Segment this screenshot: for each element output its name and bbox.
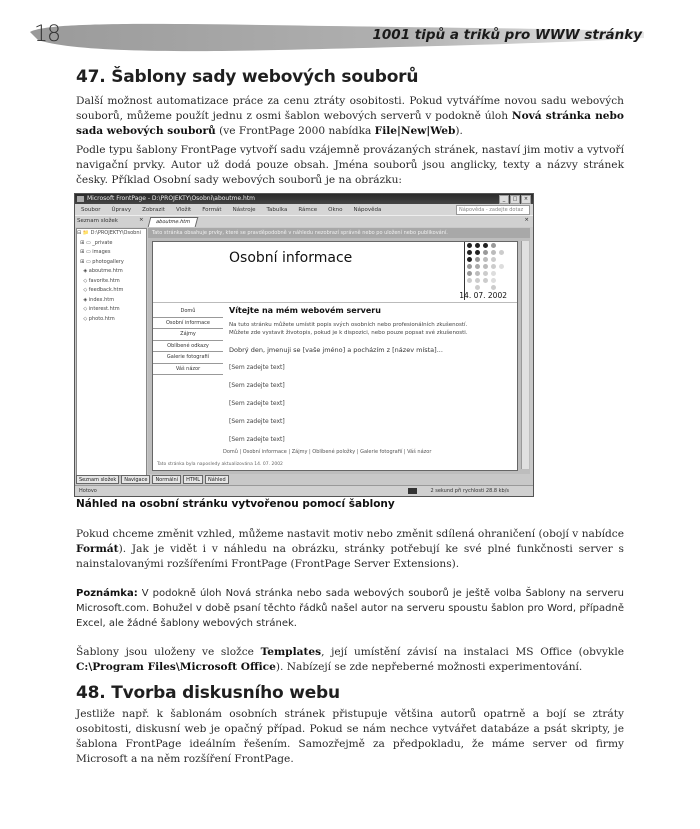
frontpage-screenshot	[74, 193, 534, 497]
dot	[475, 257, 480, 262]
label: feedback.htm	[88, 287, 124, 293]
note-label: Poznámka:	[76, 588, 138, 599]
window-controls	[499, 195, 531, 204]
file-item[interactable]: ◇ photo.htm	[77, 315, 115, 322]
paragraph	[76, 94, 624, 139]
dot	[467, 271, 472, 276]
text: , její umístění závisí na instalaci MS Office (obvykle	[321, 646, 624, 658]
page-date: 14. 07. 2002	[459, 291, 507, 300]
connection-icon	[408, 488, 417, 494]
label: photo.htm	[88, 315, 115, 322]
menu-frames[interactable]: Rámce	[298, 206, 318, 213]
page-number: 18	[34, 22, 60, 47]
frontpage-app-icon	[77, 196, 84, 202]
bold-text: File|New|Web	[374, 125, 456, 137]
download-time: 2 sekund při rychlosti 28.8 kb/s	[430, 488, 509, 494]
file-item[interactable]: ◇ feedback.htm	[77, 287, 124, 293]
menu-edit[interactable]: Úpravy	[111, 206, 132, 213]
file-item[interactable]: ◇ favorite.htm	[77, 277, 120, 284]
section-heading: 47. Šablony sady webových souborů	[76, 67, 419, 87]
text: ). Nabízejí se zde nepřeberné možnosti experimentování.	[275, 661, 583, 673]
welcome-heading: Vítejte na mém webovém serveru	[229, 306, 381, 315]
folder-root[interactable]: ⊟ 📁 D:\PROJEKTY\Osobni	[77, 230, 141, 236]
footer-links[interactable]: Domů | Osobní informace | Zájmy | Oblíbené položky | Galerie fotografií | Váš názor	[223, 449, 432, 455]
menu-help[interactable]: Nápověda	[353, 206, 382, 213]
dot	[475, 243, 480, 248]
dot	[475, 285, 480, 290]
dot	[483, 243, 488, 248]
updated-text: Tato stránka byla naposledy aktualizována 14. 07. 2002	[157, 462, 283, 467]
label: _private	[92, 239, 113, 246]
folder-item[interactable]: ⊞ ▭ photogallery	[77, 258, 124, 265]
nav-item-personal-info[interactable]: Osobní informace	[153, 318, 223, 330]
dot	[483, 285, 488, 290]
placeholder-text[interactable]: [Sem zadejte text]	[229, 418, 285, 425]
folder-item[interactable]: ⊞ ▭ _private	[77, 239, 113, 246]
nav-item-favorites[interactable]: Oblíbené odkazy	[153, 341, 223, 353]
label: favorite.htm	[88, 277, 120, 284]
dot	[467, 264, 472, 269]
dot	[499, 257, 504, 262]
text: ). Jak je vidět i v náhledu na obrázku, stránky potřebují ke své plné funkčnosti server s nainstalovanými rozšířeními FrontPage (FrontPage Server Extensions).	[76, 543, 624, 570]
text: Šablony jsou uloženy ve složce	[76, 646, 261, 658]
nav-item-interests[interactable]: Zájmy	[153, 329, 223, 341]
dot	[499, 250, 504, 255]
text: Další možnost automatizace práce za cenu ztráty osobitosti. Pokud vytváříme novou sadu webových souborů, můžeme použít jednu z osmi šablon webových serverů v podokně úloh	[76, 95, 624, 122]
text-line: Na tuto stránku můžete umístit popis svých osobních nebo profesionálních zkušeností.	[229, 322, 468, 328]
intro-text	[229, 322, 509, 337]
dot	[491, 278, 496, 283]
status-text: Hotovo	[79, 488, 97, 494]
dot	[467, 243, 472, 248]
label: index.htm	[88, 296, 115, 303]
dot	[475, 264, 480, 269]
dot	[483, 278, 488, 283]
dot	[491, 257, 496, 262]
label: interest.htm	[88, 306, 120, 312]
document-tab[interactable]: aboutme.htm	[148, 217, 199, 227]
paragraph: Podle typu šablony FrontPage vytvoří sadu vzájemně provázaných stránek, nastaví jim motiv a vytvoří navigační prvky. Autor už dodá pouze obsah. Jména souborů jsou anglicky, texty a názvy stránek česky. Příklad Osobní sady webových souborů je na obrázku:	[76, 144, 624, 186]
text: ).	[455, 125, 463, 137]
dot	[499, 278, 504, 283]
dot	[475, 271, 480, 276]
dot-pattern	[467, 243, 505, 290]
tab-navigation[interactable]: Navigace	[121, 475, 150, 484]
section-47	[76, 67, 624, 87]
running-header-title: 1001 tipů a triků pro WWW stránky	[372, 27, 642, 43]
menu-format[interactable]: Formát	[202, 206, 222, 213]
text: Pokud chceme změnit vzhled, můžeme nastavit motiv nebo změnit sdílená ohraničení (obojí v nabídce	[76, 528, 624, 540]
paragraph	[76, 645, 624, 675]
dot	[499, 271, 504, 276]
dot	[483, 250, 488, 255]
label: D:\PROJEKTY\Osobni	[90, 230, 141, 236]
text-line: Můžete zde vystavit životopis, pokud je k dispozici, nebo pouze popsat své zkušenosti.	[229, 329, 468, 336]
dot	[475, 278, 480, 283]
menu-view[interactable]: Zobrazit	[142, 206, 165, 213]
close-icon[interactable]: ×	[521, 195, 531, 204]
page-heading: Osobní informace	[229, 250, 353, 266]
nav-item-home[interactable]: Domů	[153, 306, 223, 318]
menu-tools[interactable]: Nástroje	[232, 206, 256, 213]
bold-text: Templates	[260, 646, 322, 658]
maximize-icon[interactable]: □	[510, 195, 520, 204]
dot	[491, 250, 496, 255]
dot	[483, 271, 488, 276]
label: aboutme.htm	[88, 268, 123, 274]
tab-preview[interactable]: Náhled	[205, 475, 229, 484]
pane-tab-row	[75, 215, 533, 227]
after-figure-body	[76, 527, 624, 675]
dot	[467, 285, 472, 290]
text: V podokně úloh Nová stránka nebo sada webových souborů je ještě volba Šablony na serveru Microsoft.com. Bohužel v době psaní těchto řádků našel autor na serveru spoustu šablon pro Word, případně Excel, ale žádné šablony webových stránek.	[76, 588, 624, 629]
dot	[499, 264, 504, 269]
placeholder-text[interactable]: [Sem zadejte text]	[229, 436, 285, 443]
bold-text: Nová stránka nebo sada webových souborů	[76, 110, 624, 137]
folder-item[interactable]: ⊞ ▭ images	[77, 249, 111, 255]
bold-text: Formát	[76, 543, 119, 555]
label: photogallery	[92, 258, 124, 265]
section-47-body	[76, 94, 624, 188]
dot	[491, 243, 496, 248]
file-item[interactable]: ◈ index.htm	[77, 296, 115, 303]
menu-window[interactable]: Okno	[328, 206, 343, 213]
section-heading: 48. Tvorba diskusního webu	[76, 683, 340, 703]
editor-area	[148, 228, 530, 474]
paragraph	[76, 527, 624, 572]
menu-bar	[75, 204, 533, 215]
dot	[467, 278, 472, 283]
tab-normal[interactable]: Normální	[152, 475, 181, 484]
window-title: Microsoft FrontPage - D:\PROJEKTY\Osobni\aboutme.htm	[87, 195, 256, 202]
bold-text: C:\Program Files\Microsoft Office	[76, 661, 276, 673]
dot	[499, 285, 504, 290]
placeholder-text[interactable]: [Sem zadejte text]	[229, 364, 285, 371]
file-item[interactable]: ◇ interest.htm	[77, 306, 120, 312]
window-titlebar	[75, 194, 533, 204]
dot	[467, 257, 472, 262]
dot	[491, 285, 496, 290]
info-bar: Tato stránka obsahuje prvky, které se pravděpodobně v náhledu nezobrazí správně nebo po uložení nebo publikování.	[148, 228, 530, 238]
page-nav	[153, 306, 223, 375]
page-preview	[152, 241, 518, 471]
menu-insert[interactable]: Vložit	[175, 206, 192, 213]
help-search-input[interactable]: Nápověda - zadejte dotaz	[456, 205, 530, 215]
divider	[153, 302, 517, 303]
dot	[483, 257, 488, 262]
dot	[483, 264, 488, 269]
dot	[499, 243, 504, 248]
close-pane-icon[interactable]: ×	[139, 217, 144, 223]
dot	[491, 271, 496, 276]
minimize-icon[interactable]: _	[499, 195, 509, 204]
nav-item-photo-gallery[interactable]: Galerie fotografií	[153, 352, 223, 364]
paragraph: Jestliže např. k šablonám osobních stránek přistupuje většina autorů opatrně a bojí se ztráty osobitosti, diskusní web je opačný případ. Pokud se nám nechce vytvářet databáze a psát skripty, je šablona FrontPage ideálním řešením. Samozřejmě za předpokladu, že máme server od firmy Microsoft a na něm rozšíření FrontPage.	[76, 708, 624, 765]
view-tabs	[76, 475, 229, 484]
file-item[interactable]: ◈ aboutme.htm	[77, 268, 123, 274]
tab-html[interactable]: HTML	[183, 475, 203, 484]
close-document-icon[interactable]: ×	[524, 217, 529, 223]
menu-table[interactable]: Tabulka	[266, 206, 288, 213]
section-48	[76, 683, 624, 767]
placeholder-text[interactable]: [Sem zadejte text]	[229, 382, 285, 389]
dot	[491, 264, 496, 269]
placeholder-text[interactable]: [Sem zadejte text]	[229, 400, 285, 407]
vertical-scrollbar[interactable]	[521, 241, 529, 469]
dot	[467, 250, 472, 255]
dot	[475, 250, 480, 255]
label: images	[92, 249, 111, 255]
tab-folder-list[interactable]: Seznam složek	[76, 475, 119, 484]
greeting-text: Dobrý den, jmenuji se [vaše jméno] a pocházím z [název místa]...	[229, 346, 443, 354]
folder-list	[76, 228, 147, 476]
menu-file[interactable]: Soubor	[81, 206, 101, 213]
nav-item-feedback[interactable]: Váš názor	[153, 364, 223, 376]
note-paragraph	[76, 586, 624, 631]
folder-pane-title: Seznam složek	[77, 218, 118, 224]
text: (ve FrontPage 2000 nabídka	[215, 125, 375, 137]
figure-caption: Náhled na osobní stránku vytvořenou pomocí šablony	[76, 498, 395, 510]
status-bar	[75, 485, 533, 496]
